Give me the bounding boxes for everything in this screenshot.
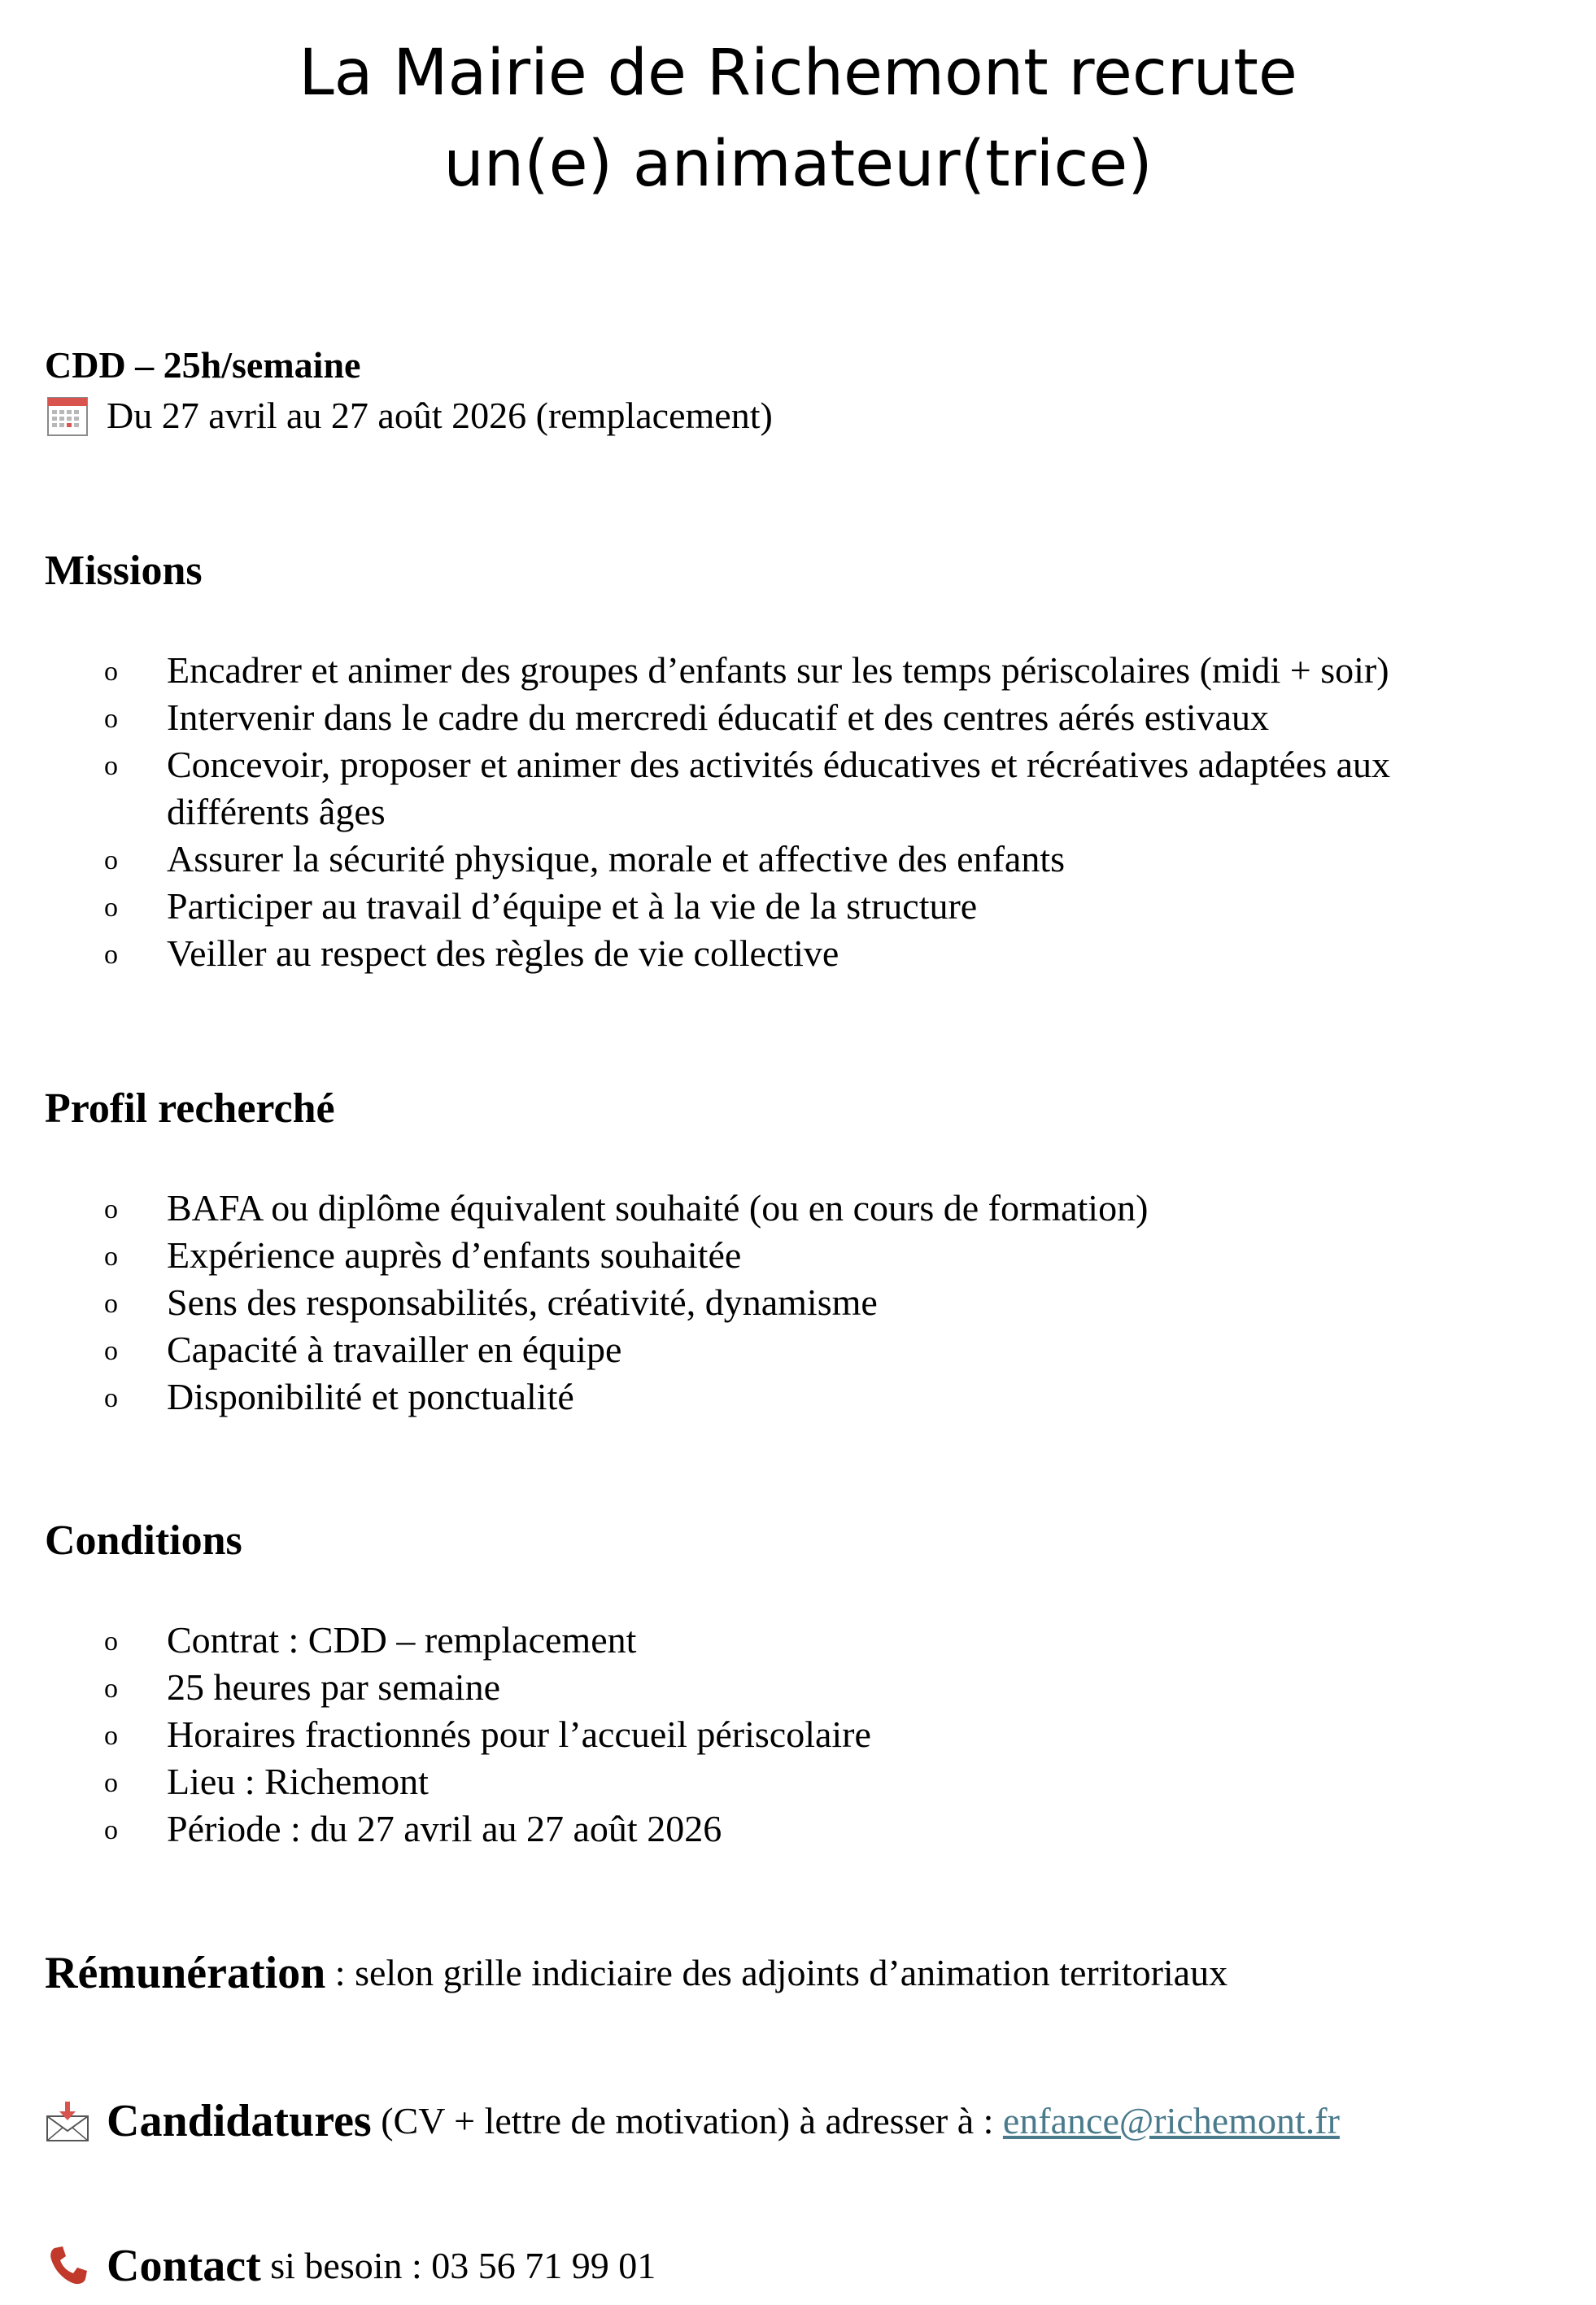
list-item: o Disponibilité et ponctualité <box>104 1376 574 1417</box>
contact-label: Contact <box>107 2241 261 2291</box>
missions-heading: Missions <box>45 548 203 594</box>
list-item: o Capacité à travailler en équipe <box>104 1329 622 1370</box>
list-item: o Intervenir dans le cadre du mercredi éducatif et des centres aérés estivaux <box>104 696 1270 738</box>
calendar-icon <box>45 393 90 439</box>
title-line-2: un(e) animateur(trice) <box>443 128 1153 201</box>
remuneration-text: : selon grille indiciaire des adjoints d’animation territoriaux <box>325 1952 1228 1993</box>
list-item: o Concevoir, proposer et animer des activités éducatives et récréatives adaptées aux différents âges <box>104 744 1391 832</box>
contact-text: si besoin : 03 56 71 99 01 <box>260 2245 656 2286</box>
list-item: o Lieu : Richemont <box>104 1761 429 1802</box>
mail-icon <box>45 2098 90 2144</box>
list-item: o Sens des responsabilités, créativité, dynamisme <box>104 1281 878 1323</box>
list-item: o Encadrer et animer des groupes d’enfants sur les temps périscolaires (midi + soir) <box>104 649 1389 691</box>
profile-list <box>0 1185 1533 1421</box>
list-item: o Veiller au respect des règles de vie collective <box>104 932 839 974</box>
list-item: o Période : du 27 avril au 27 août 2026 <box>104 1808 722 1849</box>
contract-dates-row <box>45 393 773 439</box>
list-item: o Assurer la sécurité physique, morale et affective des enfants <box>104 838 1065 880</box>
remuneration-label: Rémunération <box>45 1948 326 1998</box>
list-item: o Contrat : CDD – remplacement <box>104 1619 637 1661</box>
list-item: o 25 heures par semaine <box>104 1666 501 1708</box>
contract-type: CDD – 25h/semaine <box>45 344 361 386</box>
applications-label: Candidatures <box>107 2096 372 2146</box>
applications-paragraph <box>45 2095 1340 2147</box>
list-item: o BAFA ou diplôme équivalent souhaité (ou en cours de formation) <box>104 1187 1149 1229</box>
list-item: o Expérience auprès d’enfants souhaitée <box>104 1234 742 1276</box>
remuneration-paragraph <box>45 1947 1228 1999</box>
page-title <box>0 28 1596 210</box>
list-item: o Horaires fractionnés pour l’accueil périscolaire <box>104 1713 871 1755</box>
title-line-1: La Mairie de Richemont recrute <box>299 37 1297 110</box>
conditions-heading: Conditions <box>45 1517 242 1564</box>
profile-heading: Profil recherché <box>45 1085 335 1132</box>
contract-dates: Du 27 avril au 27 août 2026 (remplacement) <box>107 395 773 436</box>
conditions-list <box>0 1617 1533 1853</box>
missions-list <box>0 647 1533 977</box>
contact-paragraph <box>45 2240 656 2292</box>
phone-icon <box>45 2243 90 2289</box>
list-item: o Participer au travail d’équipe et à la vie de la structure <box>104 885 978 927</box>
email-link[interactable]: enfance@richemont.fr <box>1002 2100 1340 2141</box>
applications-text: (CV + lettre de motivation) à adresser à : <box>371 2100 1003 2141</box>
